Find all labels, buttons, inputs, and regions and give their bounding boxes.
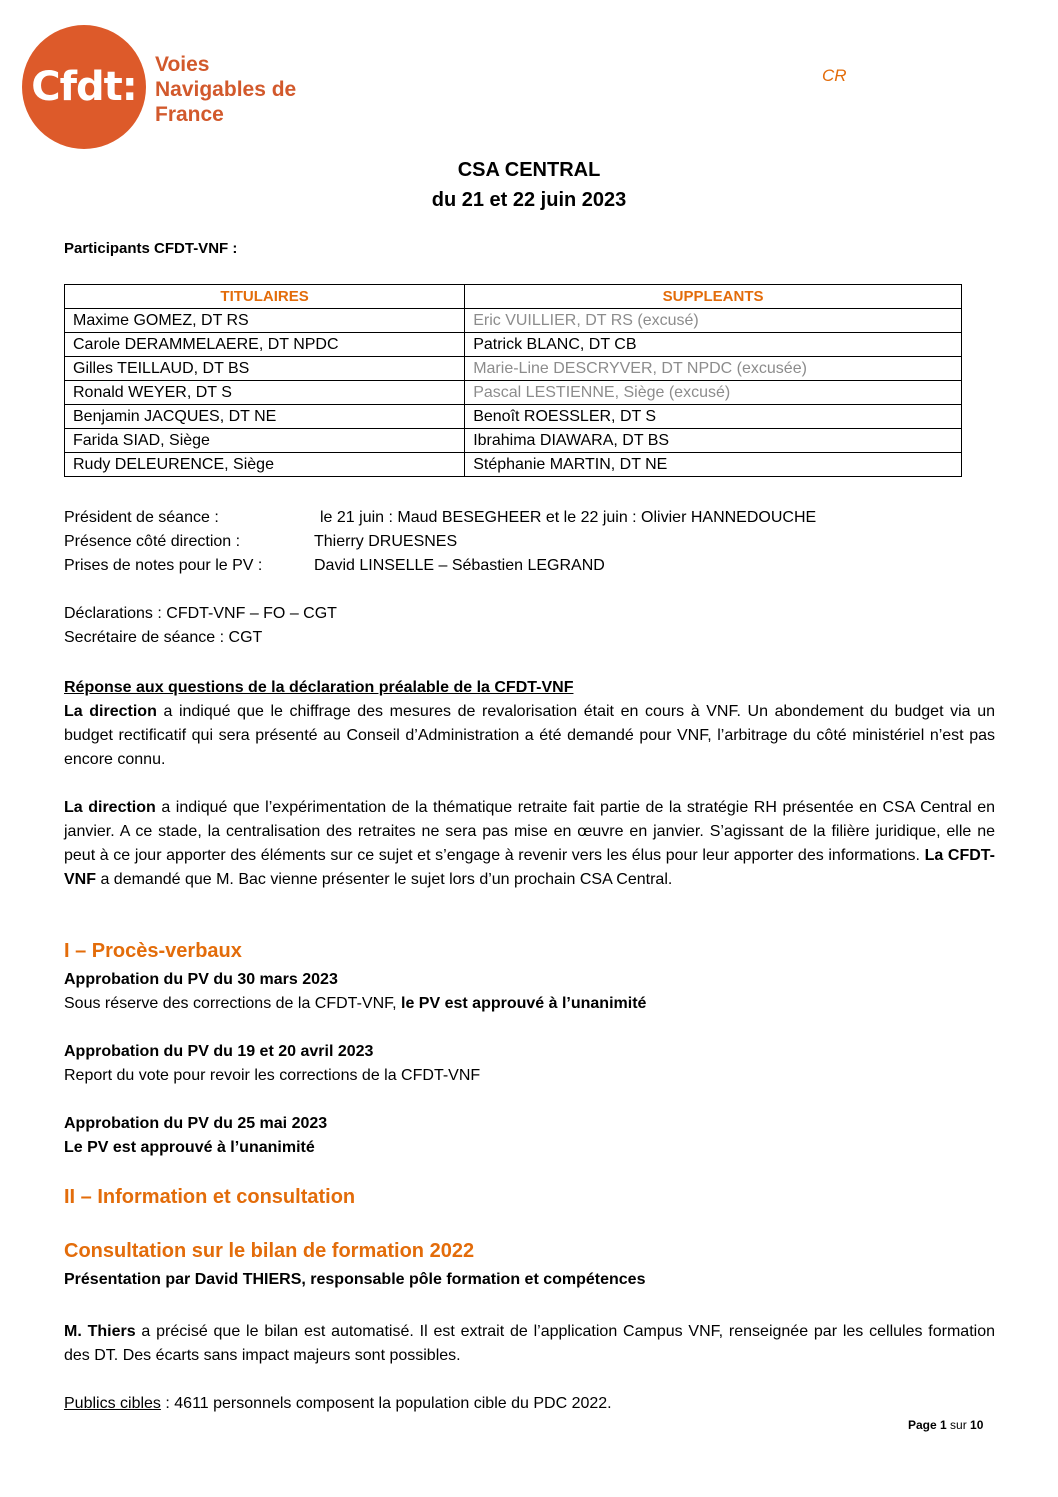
- publics-cibles: [64, 1392, 995, 1416]
- titulaire-cell: Maxime GOMEZ, DT RS: [65, 309, 465, 333]
- pv-item-title: Approbation du PV du 19 et 20 avril 2023: [64, 1043, 374, 1060]
- pv-item-title: Approbation du PV du 25 mai 2023: [64, 1115, 328, 1132]
- president-value: le 21 juin : Maud BESEGHEER et le 22 juin : Olivier HANNEDOUCHE: [320, 509, 817, 526]
- pv-item-result: le PV est approuvé à l’unanimité: [401, 995, 647, 1012]
- table-row: [65, 333, 962, 357]
- table-row: [65, 357, 962, 381]
- secretaire: Secrétaire de séance : CGT: [64, 629, 263, 646]
- logo-organization-name: [155, 52, 296, 127]
- titulaire-cell: Ronald WEYER, DT S: [65, 381, 465, 405]
- section-2-subheading: Consultation sur le bilan de formation 2022: [64, 1240, 475, 1262]
- reponse-paragraph-2: [64, 796, 995, 892]
- presenter-line: Présentation par David THIERS, responsable pôle formation et compétences: [64, 1271, 646, 1288]
- paragraph-text: a demandé que M. Bac vienne présenter le sujet lors d’un prochain CSA Central.: [96, 871, 673, 888]
- pv-item: [64, 1040, 995, 1088]
- direction-label: Présence côté direction :: [64, 533, 241, 550]
- pv-item-result: Le PV est approuvé à l’unanimité: [64, 1139, 315, 1156]
- suppleant-cell: Stéphanie MARTIN, DT NE: [465, 453, 962, 477]
- titulaire-cell: Farida SIAD, Siège: [65, 429, 465, 453]
- table-row: [65, 453, 962, 477]
- logo-line: Voies: [155, 53, 210, 76]
- pv-item: [64, 1112, 995, 1160]
- titulaire-cell: Benjamin JACQUES, DT NE: [65, 405, 465, 429]
- section-2-heading: II – Information et consultation: [64, 1186, 356, 1208]
- column-header-titulaires: TITULAIRES: [65, 285, 465, 309]
- suppleant-cell: Marie-Line DESCRYVER, DT NPDC (excusée): [465, 357, 962, 381]
- publics-label: Publics cibles: [64, 1395, 161, 1412]
- participants-label: Participants CFDT-VNF :: [64, 240, 238, 257]
- table-row: [65, 309, 962, 333]
- titulaire-cell: Gilles TEILLAUD, DT BS: [65, 357, 465, 381]
- paragraph-text: a indiqué que le chiffrage des mesures de revalorisation était en cours à VNF. Un abondement du budget via un budget rectificatif qui sera présenté au Conseil d’Administration a été demandé pour VNF, l’arbitrage du côté ministériel n’est pas encore connu.: [64, 703, 995, 768]
- section-1-heading: I – Procès-verbaux: [64, 940, 242, 962]
- title-line-1: CSA CENTRAL: [457, 159, 601, 181]
- notes-value: David LINSELLE – Sébastien LEGRAND: [314, 557, 605, 574]
- pv-item-title: Approbation du PV du 30 mars 2023: [64, 971, 338, 988]
- paragraph-text: a indiqué que l’expérimentation de la thématique retraite fait partie de la stratégie RH présentée en CSA Central en janvier. A ce stade, la centralisation des retraites ne sera pas mise en œuvre en janvier. S’agissant de la filière juridique, elle ne peut à ce jour apporter des éléments sur ce sujet et s’engage à revenir vers les élus pour leur apporter des informations.: [64, 799, 996, 864]
- declarations: Déclarations : CFDT-VNF – FO – CGT: [64, 605, 337, 622]
- participants-table: [64, 284, 962, 477]
- table-row: [65, 381, 962, 405]
- reponse-paragraph-1: [64, 700, 995, 772]
- pv-item-text: Sous réserve des corrections de la CFDT-VNF,: [64, 995, 402, 1012]
- cfdt-logo: [22, 25, 146, 149]
- speaker: La direction: [64, 799, 156, 816]
- page-sep: sur: [946, 1418, 971, 1432]
- pv-item-text: Report du vote pour revoir les corrections de la CFDT-VNF: [64, 1067, 481, 1084]
- paragraph-text: a précisé que le bilan est automatisé. Il est extrait de l’application Campus VNF, renseignée par les cellules formation des DT. Des écarts sans impact majeurs sont possibles.: [64, 1323, 995, 1364]
- direction-value: Thierry DRUESNES: [314, 533, 458, 550]
- suppleant-cell: Benoît ROESSLER, DT S: [465, 405, 962, 429]
- thiers-paragraph: [64, 1320, 995, 1368]
- table-header-row: [65, 285, 962, 309]
- suppleant-cell: Ibrahima DIAWARA, DT BS: [465, 429, 962, 453]
- suppleant-cell: Patrick BLANC, DT CB: [465, 333, 962, 357]
- page-title: [0, 155, 1058, 215]
- page-number: [908, 1418, 983, 1432]
- title-line-2: du 21 et 22 juin 2023: [431, 189, 627, 211]
- table-row: [65, 429, 962, 453]
- direction-row: [64, 533, 458, 551]
- page-total: 10: [970, 1418, 984, 1432]
- column-header-suppleants: SUPPLEANTS: [465, 285, 962, 309]
- notes-label: Prises de notes pour le PV :: [64, 557, 263, 574]
- titulaire-cell: Carole DERAMMELAERE, DT NPDC: [65, 333, 465, 357]
- logo-line: France: [155, 103, 224, 126]
- pv-item: [64, 968, 995, 1016]
- publics-text: : 4611 personnels composent la population cible du PDC 2022.: [160, 1395, 612, 1412]
- president-row: [64, 509, 817, 527]
- speaker: La direction: [64, 703, 157, 720]
- page-current: 1: [940, 1418, 947, 1432]
- page-prefix: Page: [908, 1418, 941, 1432]
- president-label: Président de séance :: [64, 509, 219, 526]
- notes-row: [64, 557, 605, 575]
- suppleant-cell: Eric VUILLIER, DT RS (excusé): [465, 309, 962, 333]
- doc-type-label: CR: [822, 66, 847, 85]
- logo-mark: Cfdt:: [31, 64, 137, 110]
- suppleant-cell: Pascal LESTIENNE, Siège (excusé): [465, 381, 962, 405]
- reponse-heading: Réponse aux questions de la déclaration préalable de la CFDT-VNF: [64, 679, 574, 696]
- speaker: M. Thiers: [64, 1323, 136, 1340]
- table-row: [65, 405, 962, 429]
- logo-line: Navigables de: [155, 78, 297, 101]
- titulaire-cell: Rudy DELEURENCE, Siège: [65, 453, 465, 477]
- speaker: La CFDT-VNF: [64, 847, 995, 888]
